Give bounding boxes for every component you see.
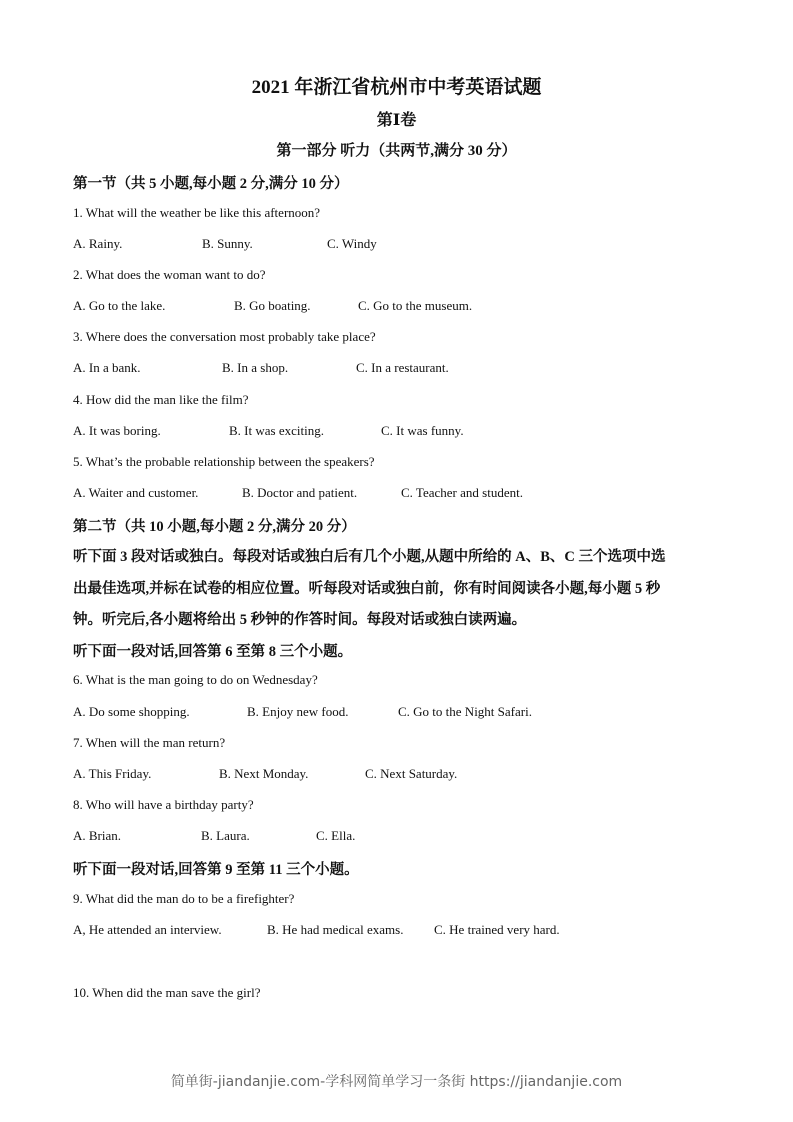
- q4-option-a: A. It was boring.: [73, 423, 161, 438]
- question-9: 9. What did the man do to be a firefighter?: [73, 891, 295, 906]
- volume-heading: 第Ⅰ卷: [376, 112, 417, 129]
- q5-option-b: B. Doctor and patient.: [242, 485, 358, 500]
- q1-option-a: A. Rainy.: [73, 236, 123, 251]
- dialog-2-instruction: 听下面一段对话,回答第 9 至第 11 三个小题。: [73, 862, 359, 878]
- q9-option-c: C. He trained very hard.: [434, 922, 560, 937]
- instruction-line-1: 听下面 3 段对话或独白。每段对话或独白后有几个小题,从题中所给的 A、B、C 三个选项中选: [73, 549, 666, 565]
- q2-option-b: B. Go boating.: [234, 298, 311, 313]
- question-7: 7. When will the man return?: [73, 735, 226, 750]
- q6-option-b: B. Enjoy new food.: [247, 704, 349, 719]
- q3-option-c: C. In a restaurant.: [356, 360, 449, 375]
- q2-option-c: C. Go to the museum.: [358, 298, 473, 313]
- q4-option-b: B. It was exciting.: [229, 423, 324, 438]
- question-6: 6. What is the man going to do on Wednesday?: [73, 672, 318, 687]
- q5-option-c: C. Teacher and student.: [401, 485, 523, 500]
- section1-heading: 第一节（共 5 小题,每小题 2 分,满分 10 分）: [73, 176, 349, 192]
- question-10: 10. When did the man save the girl?: [73, 985, 261, 1000]
- dialog-1-instruction: 听下面一段对话,回答第 6 至第 8 三个小题。: [73, 644, 353, 660]
- q1-option-b: B. Sunny.: [202, 236, 253, 251]
- q5-option-a: A. Waiter and customer.: [73, 485, 199, 500]
- q6-option-a: A. Do some shopping.: [73, 704, 190, 719]
- question-8: 8. Who will have a birthday party?: [73, 797, 254, 812]
- q1-option-c: C. Windy: [327, 236, 377, 251]
- q7-option-a: A. This Friday.: [73, 766, 152, 781]
- q8-option-a: A. Brian.: [73, 828, 122, 843]
- section2-heading: 第二节（共 10 小题,每小题 2 分,满分 20 分）: [73, 519, 356, 535]
- exam-title: 2021 年浙江省杭州市中考英语试题: [251, 77, 542, 98]
- part-heading: 第一部分 听力（共两节,满分 30 分）: [276, 143, 517, 159]
- q2-option-a: A. Go to the lake.: [73, 298, 166, 313]
- question-3: 3. Where does the conversation most probably take place?: [73, 329, 376, 344]
- q9-option-b: B. He had medical exams.: [267, 922, 404, 937]
- q7-option-c: C. Next Saturday.: [365, 766, 458, 781]
- instruction-line-3: 钟。听完后,各小题将给出 5 秒钟的作答时间。每段对话或独白读两遍。: [73, 612, 527, 628]
- question-2: 2. What does the woman want to do?: [73, 267, 266, 282]
- instruction-line-2: 出最佳选项,并标在试卷的相应位置。听每段对话或独白前，你有时间阅读各小题,每小题 5 秒: [73, 581, 661, 597]
- q8-option-c: C. Ella.: [316, 828, 356, 843]
- q4-option-c: C. It was funny.: [381, 423, 464, 438]
- q6-option-c: C. Go to the Night Safari.: [398, 704, 532, 719]
- question-4: 4. How did the man like the film?: [73, 392, 249, 407]
- question-1: 1. What will the weather be like this afternoon?: [73, 205, 321, 220]
- q7-option-b: B. Next Monday.: [219, 766, 309, 781]
- footer-watermark: 简单街-jiandanjie.com-学科网简单学习一条街 https://jiandanjie.com: [170, 1074, 623, 1090]
- q9-option-a: A, He attended an interview.: [73, 922, 222, 937]
- q3-option-a: A. In a bank.: [73, 360, 141, 375]
- q3-option-b: B. In a shop.: [222, 360, 289, 375]
- q8-option-b: B. Laura.: [201, 828, 250, 843]
- question-5: 5. What’s the probable relationship between the speakers?: [73, 454, 375, 469]
